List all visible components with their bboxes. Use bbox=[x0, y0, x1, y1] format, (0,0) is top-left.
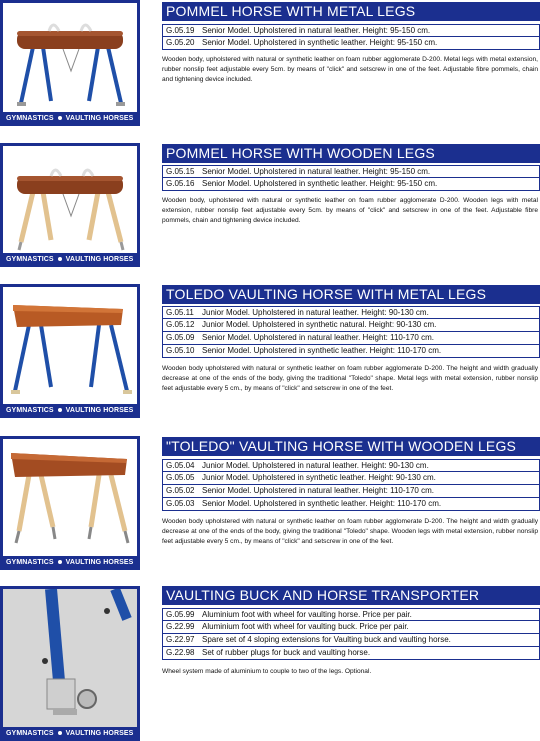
pommel-horse-metal-image bbox=[3, 3, 137, 115]
table-row: G.05.99 Aluminium foot with wheel for vaulting horse. Price per pair. bbox=[162, 608, 540, 621]
product-photo-pommel-wooden bbox=[0, 143, 140, 267]
section-description: Wooden body, upholstered with natural or synthetic leather on foam rubber agglomerate D-200. Metal legs with metal extension, rubber nonslip feet adjustable every 5cm. by means of "click" and setscrew in one of the feet. Adjustable fibre pommels, chain and tightening device included. bbox=[162, 56, 538, 83]
table-row: G.05.04 Junior Model. Upholstered in natural leather. Height: 90-130 cm. bbox=[162, 459, 540, 472]
product-table bbox=[162, 459, 540, 511]
table-row: G.05.15 Senior Model. Upholstered in natural leather. Height: 95-150 cm. bbox=[162, 165, 540, 178]
photo-caption: GYMNASTICS VAULTING HORSES bbox=[3, 556, 137, 570]
toledo-horse-wooden-image bbox=[3, 439, 137, 559]
table-row: G.05.10 Senior Model. Upholstered in synthetic leather. Height: 110-170 cm. bbox=[162, 345, 540, 358]
pommel-horse-wooden-image bbox=[3, 146, 137, 256]
product-photo-toledo-metal bbox=[0, 284, 140, 418]
table-row: G.05.05 Junior Model. Upholstered in synthetic leather. Height: 90-130 cm. bbox=[162, 472, 540, 485]
product-photo-transporter bbox=[0, 586, 140, 741]
photo-caption: GYMNASTICS VAULTING HORSES bbox=[3, 727, 137, 741]
section-title: "TOLEDO" VAULTING HORSE WITH WOODEN LEGS bbox=[162, 437, 540, 456]
section-description: Wooden body upholstered with natural or synthetic leather on foam rubber agglomerate D-200. The height and width gradually decrease at one of the ends of the body, giving the traditional "Toledo" shape. Wooden legs with metal extension, rubber nonslip feet adjustable every 5 cm., by means of "click" and setscrew in one of the feet. bbox=[162, 518, 538, 545]
table-row: G.05.09 Senior Model. Upholstered in natural leather. Height: 110-170 cm. bbox=[162, 332, 540, 345]
table-row: G.22.99 Aluminium foot with wheel for vaulting buck. Price per pair. bbox=[162, 621, 540, 634]
table-row: G.05.20 Senior Model. Upholstered in synthetic leather. Height: 95-150 cm. bbox=[162, 37, 540, 50]
photo-caption: GYMNASTICS VAULTING HORSES bbox=[3, 253, 137, 267]
table-row: G.05.03 Senior Model. Upholstered in synthetic leather. Height: 110-170 cm. bbox=[162, 498, 540, 511]
transporter-wheel-image bbox=[3, 589, 137, 730]
table-row: G.22.98 Set of rubber plugs for buck and vaulting horse. bbox=[162, 647, 540, 660]
section-title: TOLEDO VAULTING HORSE WITH METAL LEGS bbox=[162, 285, 540, 304]
section-description: Wooden body, upholstered with natural or synthetic leather on foam rubber agglomerate D-200. Wooden legs with metal extension, rubber nonslip feet adjustable every 5cm. by means of "click" and setscrew in one of the feet. Adjustable fibre pommels, chain and tightening device included. bbox=[162, 197, 538, 224]
section-title: POMMEL HORSE WITH METAL LEGS bbox=[162, 2, 540, 21]
toledo-horse-metal-image bbox=[3, 287, 137, 407]
section-title: VAULTING BUCK AND HORSE TRANSPORTER bbox=[162, 586, 540, 605]
table-row: G.05.02 Senior Model. Upholstered in natural leather. Height: 110-170 cm. bbox=[162, 485, 540, 498]
product-table bbox=[162, 608, 540, 660]
product-table bbox=[162, 24, 540, 50]
table-row: G.05.12 Junior Model. Upholstered in synthetic natural. Height: 90-130 cm. bbox=[162, 319, 540, 332]
section-description: Wooden body upholstered with natural or synthetic leather on foam rubber agglomerate D-200. The height and width gradually decrease at one of the ends of the body, giving the traditional "Toledo" shape. Metal legs with metal extension, rubber nonslip feet adjustable every 5 cm., by means of "click" and setscrew in one of the feet. bbox=[162, 365, 538, 392]
table-row: G.05.11 Junior Model. Upholstered in natural leather. Height: 90-130 cm. bbox=[162, 306, 540, 319]
product-photo-pommel-metal bbox=[0, 0, 140, 126]
table-row: G.05.19 Senior Model. Upholstered in natural leather. Height: 95-150 cm. bbox=[162, 24, 540, 37]
photo-caption: GYMNASTICS VAULTING HORSES bbox=[3, 112, 137, 126]
product-table bbox=[162, 306, 540, 358]
table-row: G.05.16 Senior Model. Upholstered in synthetic leather. Height: 95-150 cm. bbox=[162, 178, 540, 191]
product-table bbox=[162, 165, 540, 191]
section-description: Wheel system made of aluminium to couple to two of the legs. Optional. bbox=[162, 668, 372, 675]
section-title: POMMEL HORSE WITH WOODEN LEGS bbox=[162, 144, 540, 163]
photo-caption: GYMNASTICS VAULTING HORSES bbox=[3, 404, 137, 418]
table-row: G.22.97 Spare set of 4 sloping extensions for Vaulting buck and vaulting horse. bbox=[162, 634, 540, 647]
product-photo-toledo-wooden bbox=[0, 436, 140, 570]
